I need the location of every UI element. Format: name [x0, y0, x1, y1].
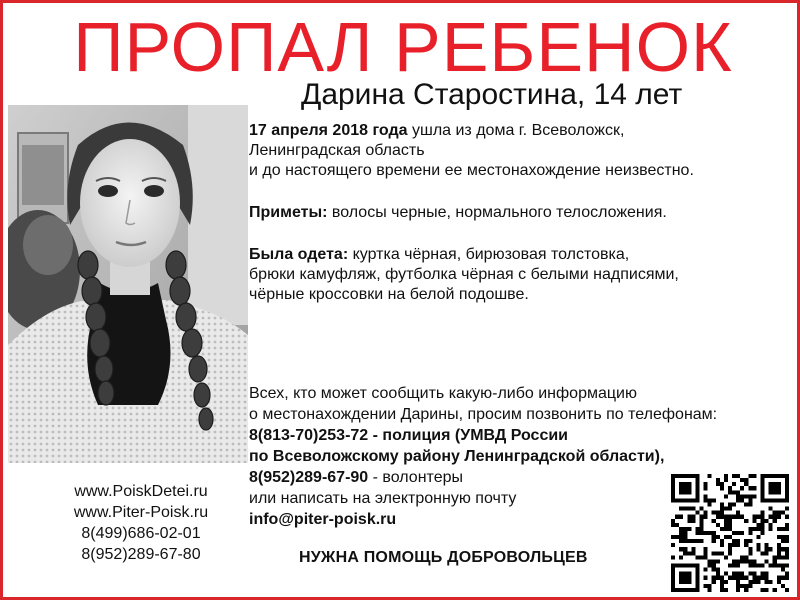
- disappearance-description: [249, 121, 694, 181]
- clothing-label: Была одета:: [249, 246, 349, 263]
- clothing-block: [249, 245, 679, 305]
- contact-email[interactable]: info@piter-poisk.ru: [249, 511, 397, 528]
- police-phone: 8(813-70)253-72 - полиция (УМВД России: [249, 427, 569, 444]
- disappearance-status: и до настоящего времени ее местонахождение неизвестно.: [249, 162, 694, 179]
- volunteers-needed: НУЖНА ПОМОЩЬ ДОБРОВОЛЬЦЕВ: [299, 549, 588, 566]
- clothing-line3: чёрные кроссовки на белой подошве.: [249, 286, 529, 303]
- child-name: Дарина Старостина, 14 лет: [301, 78, 683, 111]
- contact-phone-2: 8(952)289-67-80: [81, 546, 201, 563]
- appeal-block: [249, 383, 717, 530]
- disappearance-place: ушла из дома г. Всеволожск,: [407, 122, 625, 139]
- qr-code-icon[interactable]: [671, 474, 789, 592]
- contact-phone-1: 8(499)686-02-01: [81, 525, 201, 542]
- website-piter-poisk[interactable]: www.Piter-Poisk.ru: [73, 504, 209, 521]
- volunteer-phone: 8(952)289-67-90: [249, 469, 369, 486]
- left-contacts: [41, 481, 241, 565]
- appeal-line2: о местонахождении Дарины, просим позвонить по телефонам:: [249, 406, 718, 423]
- email-prompt: или написать на электронную почту: [249, 490, 517, 507]
- clothing-line2: брюки камуфляж, футболка чёрная с белыми надписями,: [249, 266, 679, 283]
- clothing-line1: куртка чёрная, бирюзовая толстовка,: [348, 246, 630, 263]
- disappearance-date: 17 апреля 2018 года: [249, 122, 408, 139]
- appeal-line1: Всех, кто может сообщить какую-либо информацию: [249, 385, 637, 402]
- disappearance-region: Ленинградская область: [249, 142, 425, 159]
- website-poiskdetei[interactable]: www.PoiskDetei.ru: [74, 483, 208, 500]
- volunteer-label: - волонтеры: [368, 469, 463, 486]
- child-photo-illustration: [8, 105, 248, 463]
- poster-headline: ПРОПАЛ РЕБЕНОК: [73, 8, 733, 86]
- features-block: [249, 203, 667, 223]
- child-photo: [8, 105, 248, 463]
- features-label: Приметы:: [249, 204, 328, 221]
- features-text: волосы черные, нормального телосложения.: [327, 204, 667, 221]
- police-department: по Всеволожскому району Ленинградской области),: [249, 448, 665, 465]
